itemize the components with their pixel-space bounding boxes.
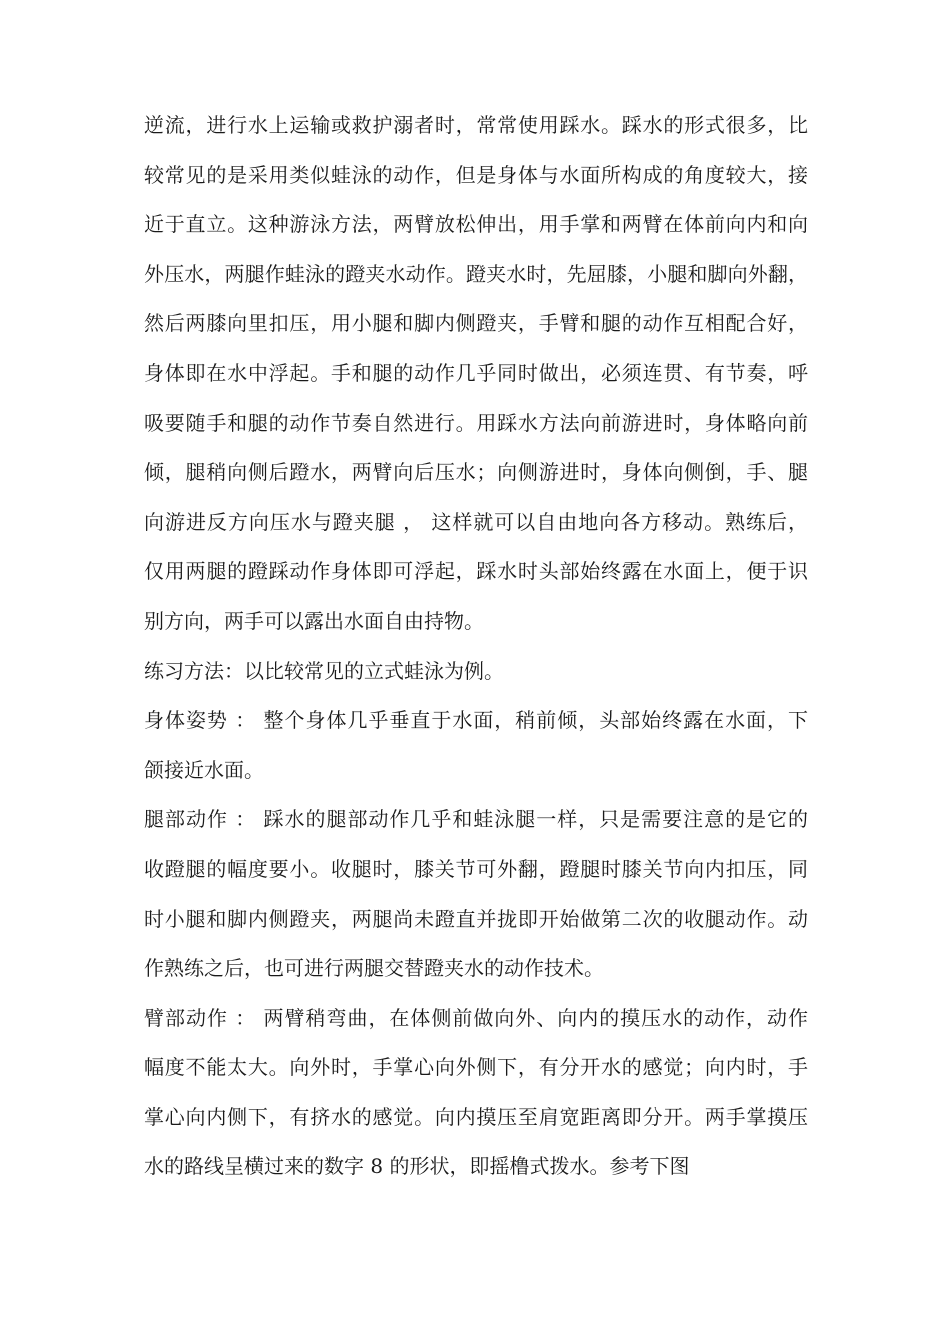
text-line: 臂部动作 ： 两臂稍弯曲，在体侧前做向外、向内的摸压水的动作，动作 xyxy=(144,1005,808,1030)
paragraph-leg-action xyxy=(144,795,808,993)
text-line: 然后两膝向里扣压，用小腿和脚内侧蹬夹，手臂和腿的动作互相配合好， xyxy=(144,311,808,336)
text-line: 腿部动作 ： 踩水的腿部动作几乎和蛙泳腿一样，只是需要注意的是它的 xyxy=(144,807,808,832)
text-line: 练习方法：以比较常见的立式蛙泳为例。 xyxy=(144,658,504,683)
text-line: 作熟练之后，也可进行两腿交替蹬夹水的动作技术。 xyxy=(144,956,604,981)
paragraph-practice-method xyxy=(144,647,808,697)
text-line: 仅用两腿的蹬踩动作身体即可浮起，踩水时头部始终露在水面上，便于识 xyxy=(144,559,808,584)
text-line: 收蹬腿的幅度要小。收腿时，膝关节可外翻，蹬腿时膝关节向内扣压，同 xyxy=(144,856,808,881)
text-line: 吸要随手和腿的动作节奏自然进行。用踩水方法向前游进时，身体略向前 xyxy=(144,410,808,435)
text-line: 幅度不能太大。向外时，手掌心向外侧下，有分开水的感觉；向内时，手 xyxy=(144,1055,808,1080)
text-line: 逆流，进行水上运输或救护溺者时，常常使用踩水。踩水的形式很多，比 xyxy=(144,113,808,137)
text-line: 掌心向内侧下，有挤水的感觉。向内摸压至肩宽距离即分开。两手掌摸压 xyxy=(144,1104,808,1129)
text-line: 水的路线呈横过来的数字 8 的形状，即摇橹式拨水。参考下图 xyxy=(144,1154,690,1179)
text-line: 较常见的是采用类似蛙泳的动作，但是身体与水面所构成的角度较大，接 xyxy=(144,162,808,187)
text-line: 身体姿势 ： 整个身体几乎垂直于水面，稍前倾，头部始终露在水面，下 xyxy=(144,708,808,733)
paragraph-treading-water-intro xyxy=(144,101,808,647)
paragraph-arm-action xyxy=(144,994,808,1192)
text-line: 颌接近水面。 xyxy=(144,757,264,782)
text-line: 别方向，两手可以露出水面自由持物。 xyxy=(144,608,484,633)
document-body xyxy=(144,101,808,1192)
text-line: 近于直立。这种游泳方法，两臂放松伸出，用手掌和两臂在体前向内和向 xyxy=(144,212,808,237)
text-line: 向游进反方向压水与蹬夹腿 ， 这样就可以自由地向各方移动。熟练后， xyxy=(144,509,808,534)
text-line: 倾，腿稍向侧后蹬水，两臂向后压水；向侧游进时，身体向侧倒，手、腿 xyxy=(144,460,808,485)
text-line: 外压水，两腿作蛙泳的蹬夹水动作。蹬夹水时，先屈膝，小腿和脚向外翻， xyxy=(144,261,808,286)
text-line: 时小腿和脚内侧蹬夹，两腿尚未蹬直并拢即开始做第二次的收腿动作。动 xyxy=(144,906,808,931)
paragraph-body-posture xyxy=(144,696,808,795)
text-line: 身体即在水中浮起。手和腿的动作几乎同时做出，必须连贯、有节奏，呼 xyxy=(144,360,808,385)
